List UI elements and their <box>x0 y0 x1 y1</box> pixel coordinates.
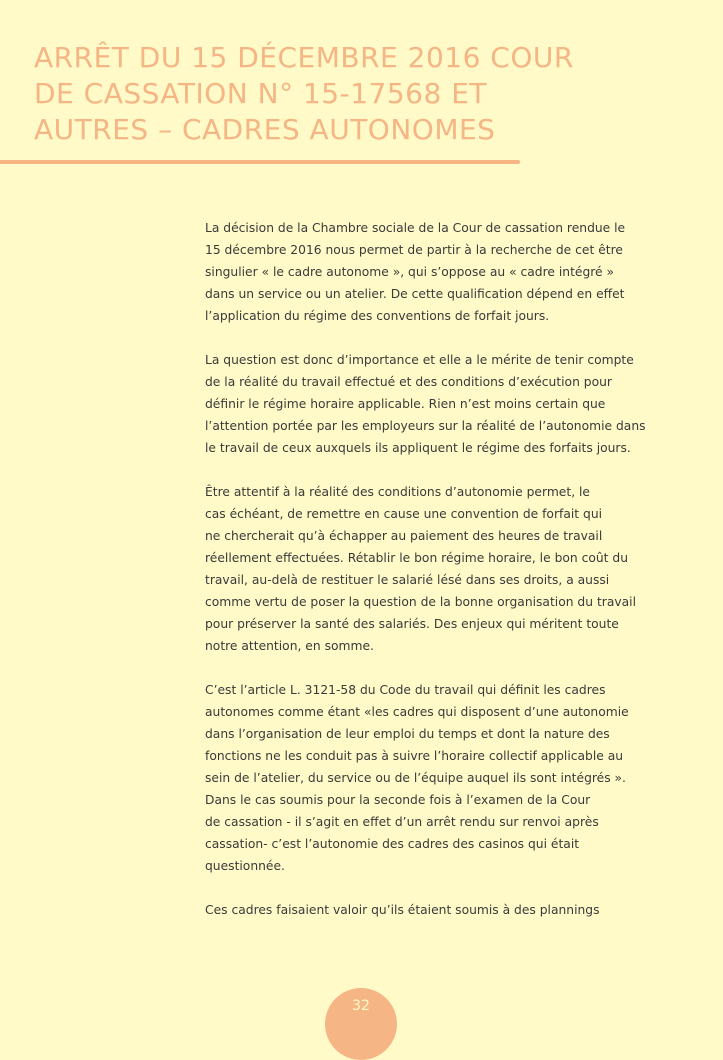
paragraph-line: 15 décembre 2016 nous permet de partir à la recherche de cet être <box>205 243 623 257</box>
paragraph-line: dans un service ou un atelier. De cette qualification dépend en effet <box>205 287 625 301</box>
paragraph-line: Ces cadres faisaient valoir qu’ils étaient soumis à des plannings <box>205 903 600 917</box>
paragraph <box>205 481 645 657</box>
paragraph-line: définir le régime horaire applicable. Rien n’est moins certain que <box>205 397 606 411</box>
paragraph-line: Être attentif à la réalité des conditions d’autonomie permet, le <box>205 485 590 499</box>
paragraph <box>205 679 645 877</box>
article-body <box>205 217 645 943</box>
page-title <box>34 40 574 148</box>
paragraph-line: La décision de la Chambre sociale de la Cour de cassation rendue le <box>205 221 626 235</box>
paragraph-line: réellement effectuées. Rétablir le bon régime horaire, le bon coût du <box>205 551 629 565</box>
page-number-badge <box>325 988 397 1060</box>
paragraph-line: l’application du régime des conventions de forfait jours. <box>205 309 550 323</box>
paragraph-line: Dans le cas soumis pour la seconde fois à l’examen de la Cour <box>205 793 591 807</box>
title-line: DE CASSATION N° 15-17568 ET <box>34 77 487 110</box>
paragraph-line: cassation- c’est l’autonomie des cadres des casinos qui était <box>205 837 580 851</box>
paragraph-line: de la réalité du travail effectué et des conditions d’exécution pour <box>205 375 612 389</box>
title-line: AUTRES – CADRES AUTONOMES <box>34 113 496 146</box>
paragraph <box>205 899 645 921</box>
paragraph-line: pour préserver la santé des salariés. Des enjeux qui méritent toute <box>205 617 619 631</box>
paragraph-line: ne chercherait qu’à échapper au paiement des heures de travail <box>205 529 603 543</box>
paragraph-line: de cassation - il s’agit en effet d’un arrêt rendu sur renvoi après <box>205 815 599 829</box>
paragraph-line: l’attention portée par les employeurs sur la réalité de l’autonomie dans <box>205 419 646 433</box>
paragraph-line: travail, au-delà de restituer le salarié lésé dans ses droits, a aussi <box>205 573 610 587</box>
paragraph <box>205 217 645 327</box>
paragraph-line: sein de l’atelier, du service ou de l’équipe auquel ils sont intégrés ». <box>205 771 626 785</box>
paragraph-line: questionnée. <box>205 859 285 873</box>
paragraph <box>205 349 645 459</box>
paragraph-line: comme vertu de poser la question de la bonne organisation du travail <box>205 595 636 609</box>
paragraph-line: autonomes comme étant «les cadres qui disposent d’une autonomie <box>205 705 629 719</box>
paragraph-line: C’est l’article L. 3121-58 du Code du travail qui définit les cadres <box>205 683 606 697</box>
paragraph-line: La question est donc d’importance et elle a le mérite de tenir compte <box>205 353 634 367</box>
paragraph-line: fonctions ne les conduit pas à suivre l’horaire collectif applicable au <box>205 749 624 763</box>
title-divider <box>0 160 520 164</box>
paragraph-line: cas échéant, de remettre en cause une convention de forfait qui <box>205 507 603 521</box>
page-number: 32 <box>352 998 370 1014</box>
paragraph-line: dans l’organisation de leur emploi du temps et dont la nature des <box>205 727 610 741</box>
paragraph-line: singulier « le cadre autonome », qui s’oppose au « cadre intégré » <box>205 265 615 279</box>
paragraph-line: le travail de ceux auxquels ils appliquent le régime des forfaits jours. <box>205 441 631 455</box>
title-line: ARRÊT DU 15 DÉCEMBRE 2016 COUR <box>34 41 574 74</box>
paragraph-line: notre attention, en somme. <box>205 639 374 653</box>
